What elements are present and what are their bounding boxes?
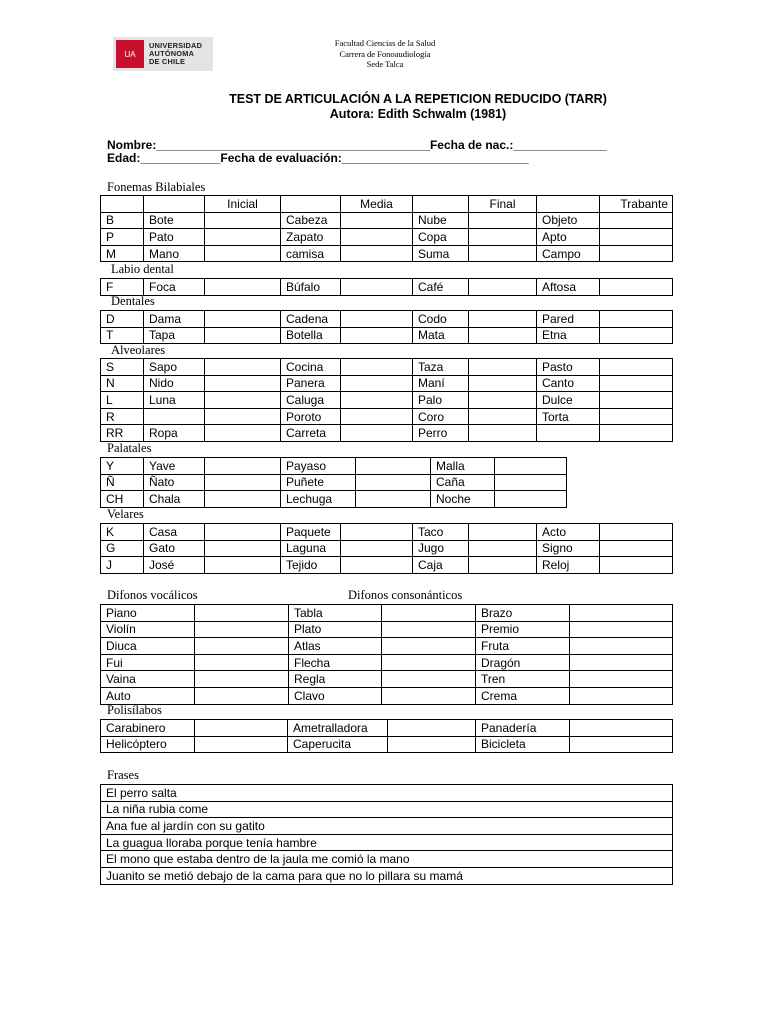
response-cell[interactable] [341,375,413,392]
age-evaldate-field[interactable]: Edad:____________Fecha de evaluación:____________________________ [107,151,529,165]
table-cell: Etna [537,327,600,344]
table-cell: L [101,392,144,409]
section-label-bilabiales: Fonemas Bilabiales [107,180,206,194]
table-cell: Luna [144,392,205,409]
table-cell: Dragón [476,654,570,671]
response-cell[interactable] [469,212,537,229]
response-cell[interactable] [570,605,673,622]
response-cell[interactable] [356,458,431,475]
table-cell: Signo [537,540,600,557]
table-cell: Casa [144,524,205,541]
response-cell[interactable] [600,229,673,246]
table-cell: Paquete [281,524,341,541]
table-row [101,801,673,818]
response-cell[interactable] [205,491,281,508]
response-cell[interactable] [195,605,289,622]
table-cell: Caña [431,474,495,491]
response-cell[interactable] [205,279,281,296]
table-row [101,474,567,491]
response-cell[interactable] [195,638,289,655]
table-cell: El mono que estaba dentro de la jaula me comió la mano [101,851,673,868]
table-cell: Ñ [101,474,144,491]
table-row [101,621,673,638]
response-cell[interactable] [341,229,413,246]
table-cell: Nube [413,212,469,229]
table-cell: B [101,212,144,229]
table-cell: Cabeza [281,212,341,229]
response-cell[interactable] [205,229,281,246]
table-row [101,720,673,737]
table-row [101,638,673,655]
table-cell: Jugo [413,540,469,557]
table-cell: camisa [281,245,341,262]
table-row [101,818,673,835]
response-cell[interactable] [341,279,413,296]
response-cell[interactable] [469,311,537,328]
table-palatales [100,457,567,508]
table-cell: M [101,245,144,262]
table-cell: Noche [431,491,495,508]
table-cell: Tabla [289,605,382,622]
response-cell[interactable] [195,654,289,671]
table-row [101,605,673,622]
table-cell: Tapa [144,327,205,344]
response-cell[interactable] [205,212,281,229]
table-cell: Violín [101,621,195,638]
table-row [101,245,673,262]
table-cell: Panadería [476,720,570,737]
response-cell[interactable] [570,621,673,638]
response-cell[interactable] [205,540,281,557]
table-cell: Juanito se metió debajo de la cama para que no lo pillara su mamá [101,867,673,884]
table-cell: La niña rubia come [101,801,673,818]
table-bilabiales [100,195,673,262]
response-cell[interactable] [205,327,281,344]
table-cell: Clavo [289,687,382,704]
table-row [101,540,673,557]
table-cell: Bicicleta [476,736,570,753]
table-cell: Caperucita [288,736,388,753]
response-cell[interactable] [341,359,413,376]
section-label-dentales: Dentales [111,294,155,308]
table-cell: Regla [289,671,382,688]
table-cell: Mata [413,327,469,344]
table-cell: Copa [413,229,469,246]
table-cell: Helicóptero [101,736,195,753]
university-emblem-icon: UA [116,40,144,68]
table-cell: K [101,524,144,541]
table-cell: Caja [413,557,469,574]
table-cell: Café [413,279,469,296]
table-labio-dental [100,278,673,296]
table-cell: Pared [537,311,600,328]
table-row [101,425,673,442]
response-cell[interactable] [382,654,476,671]
table-cell: Chala [144,491,205,508]
table-cell: S [101,359,144,376]
table-row [101,557,673,574]
table-row [101,867,673,884]
table-cell: Aftosa [537,279,600,296]
response-cell[interactable] [341,524,413,541]
response-cell[interactable] [570,638,673,655]
table-cell: Lechuga [281,491,356,508]
table-row [101,834,673,851]
response-cell[interactable] [469,229,537,246]
response-cell[interactable] [600,359,673,376]
table-cell: Carreta [281,425,341,442]
table-cell: Mano [144,245,205,262]
table-row [101,392,673,409]
table-cell: Cadena [281,311,341,328]
table-cell: Apto [537,229,600,246]
table-alveolares [100,358,673,442]
response-cell[interactable] [600,524,673,541]
response-cell[interactable] [205,392,281,409]
table-cell: Maní [413,375,469,392]
response-cell[interactable] [341,425,413,442]
response-cell[interactable] [600,425,673,442]
response-cell[interactable] [469,540,537,557]
response-cell[interactable] [570,687,673,704]
response-cell[interactable] [600,245,673,262]
response-cell[interactable] [495,458,567,475]
response-cell[interactable] [469,392,537,409]
response-cell[interactable] [469,327,537,344]
response-cell[interactable] [341,245,413,262]
response-cell[interactable] [537,425,600,442]
response-cell[interactable] [570,736,673,753]
response-cell[interactable] [469,359,537,376]
table-cell: N [101,375,144,392]
response-cell[interactable] [356,474,431,491]
response-cell[interactable] [341,408,413,425]
table-row [101,212,673,229]
column-header [281,196,341,213]
section-label-polisilabos: Polisílabos [107,703,162,717]
name-birthdate-field[interactable]: Nombre:_________________________________________Fecha de nac.:______________ [107,138,607,152]
column-header [537,196,600,213]
response-cell[interactable] [205,474,281,491]
table-row [101,279,673,296]
table-row [101,654,673,671]
table-cell: Coro [413,408,469,425]
column-header [101,196,144,213]
response-cell[interactable] [341,311,413,328]
table-row [101,408,673,425]
table-cell: Ametralladora [288,720,388,737]
column-header: Final [469,196,537,213]
response-cell[interactable] [205,359,281,376]
column-header [144,196,205,213]
response-cell[interactable] [195,621,289,638]
response-cell[interactable] [382,605,476,622]
response-cell[interactable] [469,408,537,425]
table-cell: Torta [537,408,600,425]
response-cell[interactable] [600,557,673,574]
response-cell[interactable] [600,540,673,557]
table-row [101,687,673,704]
response-cell[interactable] [195,687,289,704]
table-difonos [100,604,673,705]
response-cell[interactable] [195,736,288,753]
column-header [413,196,469,213]
table-cell: Laguna [281,540,341,557]
column-header: Trabante [600,196,673,213]
response-cell[interactable] [469,425,537,442]
table-cell: Y [101,458,144,475]
table-row [101,375,673,392]
response-cell[interactable] [195,720,288,737]
response-cell[interactable] [469,557,537,574]
table-row [101,359,673,376]
section-label-difonos-vocalicos: Difonos vocálicos [107,588,198,602]
table-velares [100,523,673,574]
response-cell[interactable] [195,671,289,688]
section-label-difonos-consonanticos: Difonos consonánticos [348,588,463,602]
response-cell[interactable] [205,425,281,442]
table-cell: Bote [144,212,205,229]
table-row [101,524,673,541]
table-cell: J [101,557,144,574]
response-cell[interactable] [600,375,673,392]
table-cell: Auto [101,687,195,704]
table-cell: La guagua lloraba porque tenía hambre [101,834,673,851]
table-cell: Objeto [537,212,600,229]
table-cell: Malla [431,458,495,475]
document-title: TEST DE ARTICULACIÓN A LA REPETICION REDUCIDO (TARR) [229,92,607,106]
response-cell[interactable] [388,720,476,737]
response-cell[interactable] [600,311,673,328]
table-row [101,736,673,753]
table-cell: Payaso [281,458,356,475]
section-label-velares: Velares [107,507,144,521]
response-cell[interactable] [356,491,431,508]
response-cell[interactable] [382,687,476,704]
table-cell: Fruta [476,638,570,655]
response-cell[interactable] [205,245,281,262]
table-cell: Foca [144,279,205,296]
table-row [101,311,673,328]
response-cell[interactable] [570,671,673,688]
table-cell: Tren [476,671,570,688]
section-label-alveolares: Alveolares [111,343,166,357]
table-cell: Crema [476,687,570,704]
response-cell[interactable] [382,671,476,688]
table-frases [100,784,673,885]
table-dentales [100,310,673,344]
table-polisilabos [100,719,673,753]
response-cell[interactable] [205,458,281,475]
section-label-palatales: Palatales [107,441,152,455]
table-cell: Zapato [281,229,341,246]
table-cell: Cocina [281,359,341,376]
table-cell: Flecha [289,654,382,671]
table-cell: P [101,229,144,246]
table-cell: Pato [144,229,205,246]
table-cell: Taza [413,359,469,376]
document-author: Autora: Edith Schwalm (1981) [329,107,507,121]
table-cell: Pasto [537,359,600,376]
table-cell: Puñete [281,474,356,491]
table-cell: Premio [476,621,570,638]
response-cell[interactable] [495,491,567,508]
response-cell[interactable] [495,474,567,491]
table-row [101,785,673,802]
response-cell[interactable] [382,638,476,655]
table-cell: Canto [537,375,600,392]
response-cell[interactable] [469,279,537,296]
table-row [101,229,673,246]
table-cell: Caluga [281,392,341,409]
table-cell: Poroto [281,408,341,425]
response-cell[interactable] [144,408,205,425]
table-cell: Acto [537,524,600,541]
table-header-row [101,196,673,213]
table-cell: Dulce [537,392,600,409]
response-cell[interactable] [469,375,537,392]
table-cell: T [101,327,144,344]
faculty-header: Facultad Ciencias de la Salud Carrera de Fonoaudiología Sede Talca [334,38,436,69]
section-label-frases: Frases [107,768,139,782]
document-title-block [0,92,768,122]
response-cell[interactable] [382,621,476,638]
response-cell[interactable] [570,654,673,671]
table-row [101,327,673,344]
table-cell: D [101,311,144,328]
table-cell: F [101,279,144,296]
response-cell[interactable] [205,557,281,574]
response-cell[interactable] [341,557,413,574]
response-cell[interactable] [205,311,281,328]
table-cell: Reloj [537,557,600,574]
response-cell[interactable] [205,524,281,541]
table-cell: Ana fue al jardín con su gatito [101,818,673,835]
response-cell[interactable] [600,392,673,409]
table-cell: R [101,408,144,425]
table-row [101,851,673,868]
table-cell: Perro [413,425,469,442]
table-cell: Campo [537,245,600,262]
table-cell: Carabinero [101,720,195,737]
table-cell: Taco [413,524,469,541]
response-cell[interactable] [205,408,281,425]
response-cell[interactable] [469,245,537,262]
table-row [101,491,567,508]
table-cell: Sapo [144,359,205,376]
university-logo [113,37,213,71]
table-cell: Atlas [289,638,382,655]
response-cell[interactable] [341,212,413,229]
table-cell: Vaina [101,671,195,688]
table-cell: Dama [144,311,205,328]
table-cell: Diuca [101,638,195,655]
table-cell: Gato [144,540,205,557]
table-cell: RR [101,425,144,442]
table-cell: Fui [101,654,195,671]
table-cell: El perro salta [101,785,673,802]
table-cell: Nido [144,375,205,392]
response-cell[interactable] [341,392,413,409]
table-cell: Botella [281,327,341,344]
table-cell: Codo [413,311,469,328]
response-cell[interactable] [388,736,476,753]
response-cell[interactable] [570,720,673,737]
table-cell: G [101,540,144,557]
table-cell: José [144,557,205,574]
response-cell[interactable] [600,279,673,296]
table-cell: Yave [144,458,205,475]
table-cell: Brazo [476,605,570,622]
response-cell[interactable] [469,524,537,541]
table-cell: Suma [413,245,469,262]
table-cell: Tejido [281,557,341,574]
column-header: Media [341,196,413,213]
table-cell: Piano [101,605,195,622]
response-cell[interactable] [600,327,673,344]
table-cell: Ropa [144,425,205,442]
table-cell: Palo [413,392,469,409]
response-cell[interactable] [600,408,673,425]
response-cell[interactable] [341,540,413,557]
table-row [101,458,567,475]
table-cell: Panera [281,375,341,392]
response-cell[interactable] [600,212,673,229]
table-cell: Plato [289,621,382,638]
table-cell: Búfalo [281,279,341,296]
table-cell: CH [101,491,144,508]
table-cell: Ñato [144,474,205,491]
column-header: Inicial [205,196,281,213]
response-cell[interactable] [205,375,281,392]
table-row [101,671,673,688]
university-name: UNIVERSIDAD AUTÓNOMA DE CHILE [149,41,203,66]
response-cell[interactable] [341,327,413,344]
section-label-labio-dental: Labio dental [111,262,174,276]
